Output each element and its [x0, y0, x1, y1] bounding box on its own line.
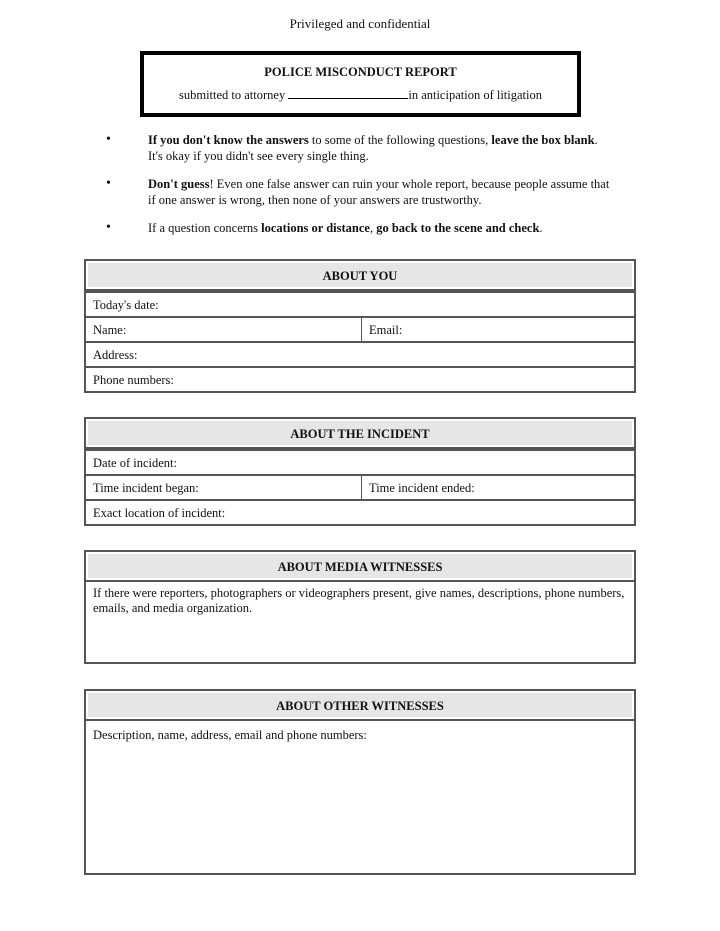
email-field[interactable]: Email:: [369, 323, 403, 337]
instruction-bold: Don't guess: [148, 177, 210, 191]
instruction-bold: locations or distance: [261, 221, 370, 235]
instruction-text: . It's okay if you didn't see every single thing.: [148, 133, 598, 163]
time-ended-field[interactable]: Time incident ended:: [369, 481, 475, 495]
instruction-bold: If you don't know the answers: [148, 133, 309, 147]
section-about-incident: [84, 417, 636, 526]
media-witnesses-field[interactable]: If there were reporters, photographers or videographers present, give names, descriptions, phone numbers, emails, and media organization.: [93, 586, 625, 615]
phone-field[interactable]: Phone numbers:: [93, 373, 174, 387]
instruction-item: [100, 132, 610, 164]
section-heading: ABOUT THE INCIDENT: [86, 419, 634, 449]
instruction-list: [100, 132, 610, 248]
location-row[interactable]: [86, 499, 634, 524]
section-about-you: [84, 259, 636, 393]
address-field[interactable]: Address:: [93, 348, 138, 362]
instruction-text: .: [539, 221, 543, 235]
report-title: POLICE MISCONDUCT REPORT: [264, 65, 457, 79]
confidential-note: Privileged and confidential: [289, 16, 431, 31]
instruction-item: [100, 220, 610, 236]
section-heading: ABOUT YOU: [86, 261, 634, 291]
instruction-text: to some of the following questions,: [308, 133, 492, 147]
name-field[interactable]: Name:: [86, 318, 362, 341]
time-began-field[interactable]: Time incident began:: [86, 476, 362, 499]
instruction-bold: leave the box blank: [491, 133, 595, 147]
todays-date-row[interactable]: [86, 291, 634, 316]
subtitle-before: submitted to attorney: [178, 88, 286, 102]
incident-date-field[interactable]: Date of incident:: [93, 456, 177, 470]
section-heading: ABOUT MEDIA WITNESSES: [86, 552, 634, 582]
attorney-blank: [288, 88, 408, 99]
bullet-icon: •: [106, 132, 111, 147]
subtitle-after: in anticipation of litigation: [408, 88, 542, 102]
todays-date-field[interactable]: Today's date:: [93, 298, 159, 312]
report-subtitle: [144, 88, 577, 103]
name-email-row: [86, 316, 634, 341]
instruction-text: ,: [369, 221, 377, 235]
bullet-icon: •: [106, 176, 111, 191]
instruction-text: If a question concerns: [148, 221, 262, 235]
instruction-text: ! Even one false answer can ruin your whole report, because people assume that if one answer is wrong, then none of your answers are trustworthy.: [148, 177, 610, 207]
section-heading: ABOUT OTHER WITNESSES: [86, 691, 634, 721]
instruction-item: [100, 176, 610, 208]
phone-row[interactable]: [86, 366, 634, 391]
location-field[interactable]: Exact location of incident:: [93, 506, 226, 520]
title-box: [140, 51, 581, 117]
bullet-icon: •: [106, 220, 111, 235]
other-witnesses-field[interactable]: Description, name, address, email and phone numbers:: [93, 728, 367, 742]
incident-date-row[interactable]: [86, 449, 634, 474]
section-other-witnesses: [84, 689, 636, 875]
section-media-witnesses: [84, 550, 636, 664]
address-row[interactable]: [86, 341, 634, 366]
instruction-bold: go back to the scene and check: [376, 221, 540, 235]
incident-time-row: [86, 474, 634, 499]
